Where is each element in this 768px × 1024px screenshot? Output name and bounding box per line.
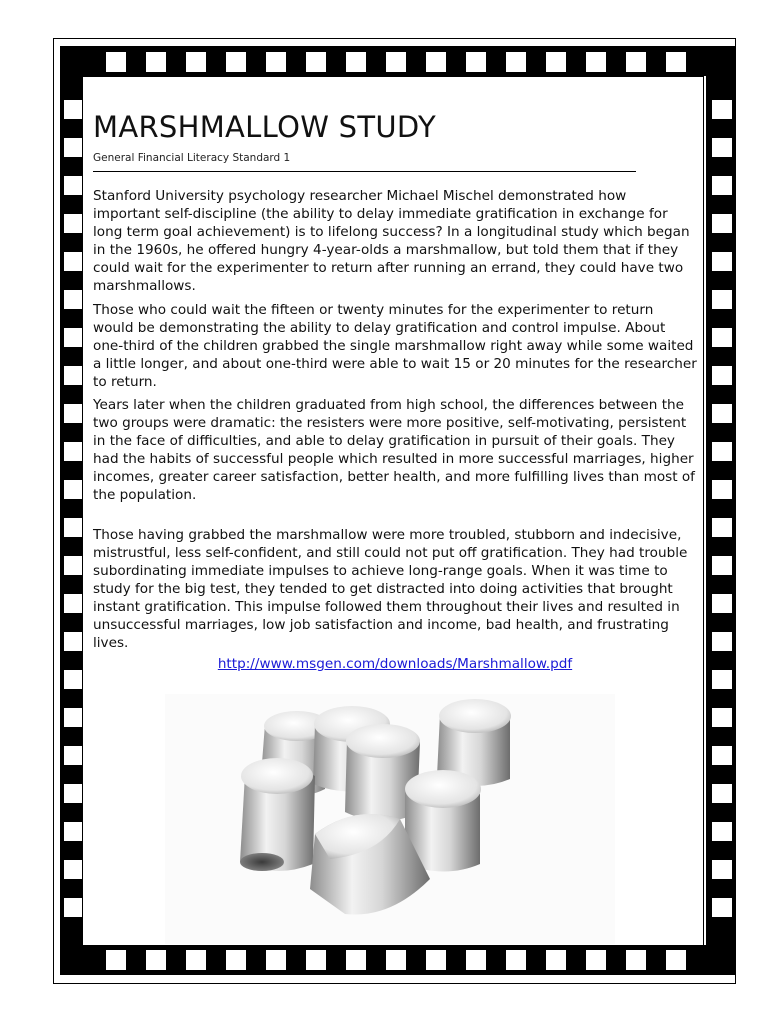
border-square [106, 52, 126, 72]
border-square [64, 100, 84, 119]
border-square [186, 52, 206, 72]
border-square [306, 52, 326, 72]
border-square [712, 556, 732, 575]
border-square [64, 632, 84, 651]
border-square [586, 52, 606, 72]
border-square [712, 252, 732, 271]
border-square [626, 950, 646, 970]
border-square [426, 950, 446, 970]
border-square [712, 214, 732, 233]
border-square [666, 950, 686, 970]
paragraph-resisters: Years later when the children graduated from high school, the differences between the two groups were dramatic: the resisters were more positive, self-motivating, persistent in the face of difficulties, and able to delay gratification in pursuit of their goals. They had the habits of successful people which resulted in more successful marriages, higher incomes, greater career satisfaction, better health, and more fulfilling lives than most of the population. [93, 397, 695, 503]
paragraph-results: Those who could wait the fifteen or twenty minutes for the experimenter to return would be demonstrating the ability to delay gratification and control impulse. About one-third of the children grabbed the single marshmallow right away while some waited a little longer, and about one-third were able to wait 15 or 20 minutes for the researcher to return. [93, 302, 697, 390]
border-square [712, 176, 732, 195]
border-square [466, 52, 486, 72]
marshmallow-front-left [240, 758, 315, 871]
border-square [64, 252, 84, 271]
border-square [226, 950, 246, 970]
paragraph-grabbers: Those having grabbed the marshmallow were more troubled, stubborn and indecisive, mistrustful, less self-confident, and still could not put off gratification. They had trouble subordinating immediate impulses to achieve long-range goals. When it was time to study for the big test, they tended to get distracted into doing activities that brought instant gratification. This impulse followed them throughout their lives and resulted in unsuccessful marriages, low job satisfaction and income, bad health, and frustrating lives. [93, 527, 688, 651]
border-square [712, 898, 732, 917]
border-square [64, 214, 84, 233]
border-square [64, 138, 84, 157]
border-square [64, 784, 84, 803]
border-square [146, 52, 166, 72]
border-square [386, 950, 406, 970]
border-square [64, 480, 84, 499]
border-square [466, 950, 486, 970]
border-square [546, 52, 566, 72]
border-square [666, 52, 686, 72]
border-square [266, 52, 286, 72]
border-square [586, 950, 606, 970]
border-square [346, 950, 366, 970]
border-square [64, 442, 84, 461]
border-square [712, 442, 732, 461]
border-square [146, 950, 166, 970]
border-square [712, 518, 732, 537]
border-square [712, 290, 732, 309]
border-square [712, 100, 732, 119]
border-square [64, 594, 84, 613]
border-square [226, 52, 246, 72]
border-square [106, 950, 126, 970]
border-square [346, 52, 366, 72]
page-subtitle: General Financial Literacy Standard 1 [93, 152, 291, 164]
border-square [712, 670, 732, 689]
border-square [186, 950, 206, 970]
border-square [712, 328, 732, 347]
source-link[interactable]: http://www.msgen.com/downloads/Marshmallow.pdf [217, 656, 573, 672]
border-square [626, 52, 646, 72]
border-square [712, 822, 732, 841]
border-square [64, 518, 84, 537]
page-title: MARSHMALLOW STUDY [93, 110, 436, 144]
border-square [64, 176, 84, 195]
border-square [64, 898, 84, 917]
title-divider [93, 171, 636, 172]
border-square [712, 594, 732, 613]
marshmallow-illustration [165, 694, 615, 944]
border-square [64, 556, 84, 575]
border-square [426, 52, 446, 72]
border-square [712, 480, 732, 499]
border-square [64, 822, 84, 841]
border-square [64, 290, 84, 309]
border-square [64, 404, 84, 423]
border-square [306, 950, 326, 970]
paragraph-intro: Stanford University psychology researcher Michael Mischel demonstrated how important self-discipline (the ability to delay immediate gratification in exchange for long term goal achievement) is to lifelong success? In a longitudinal study which began in the 1960s, he offered hungry 4-year-olds a marshmallow, but told them that if they could wait for the experimenter to return after running an errand, they could have two marshmallows. [93, 188, 690, 294]
border-square [712, 632, 732, 651]
border-square [506, 52, 526, 72]
border-square [712, 746, 732, 765]
border-square [712, 138, 732, 157]
border-square [712, 784, 732, 803]
border-square [64, 670, 84, 689]
border-square [64, 746, 84, 765]
border-square [266, 950, 286, 970]
border-square [712, 404, 732, 423]
border-square [64, 860, 84, 879]
border-square [64, 328, 84, 347]
border-square [712, 860, 732, 879]
border-square [712, 708, 732, 727]
border-square [506, 950, 526, 970]
border-square [546, 950, 566, 970]
border-square [64, 366, 84, 385]
border-square [386, 52, 406, 72]
border-square [64, 708, 84, 727]
border-square [712, 366, 732, 385]
